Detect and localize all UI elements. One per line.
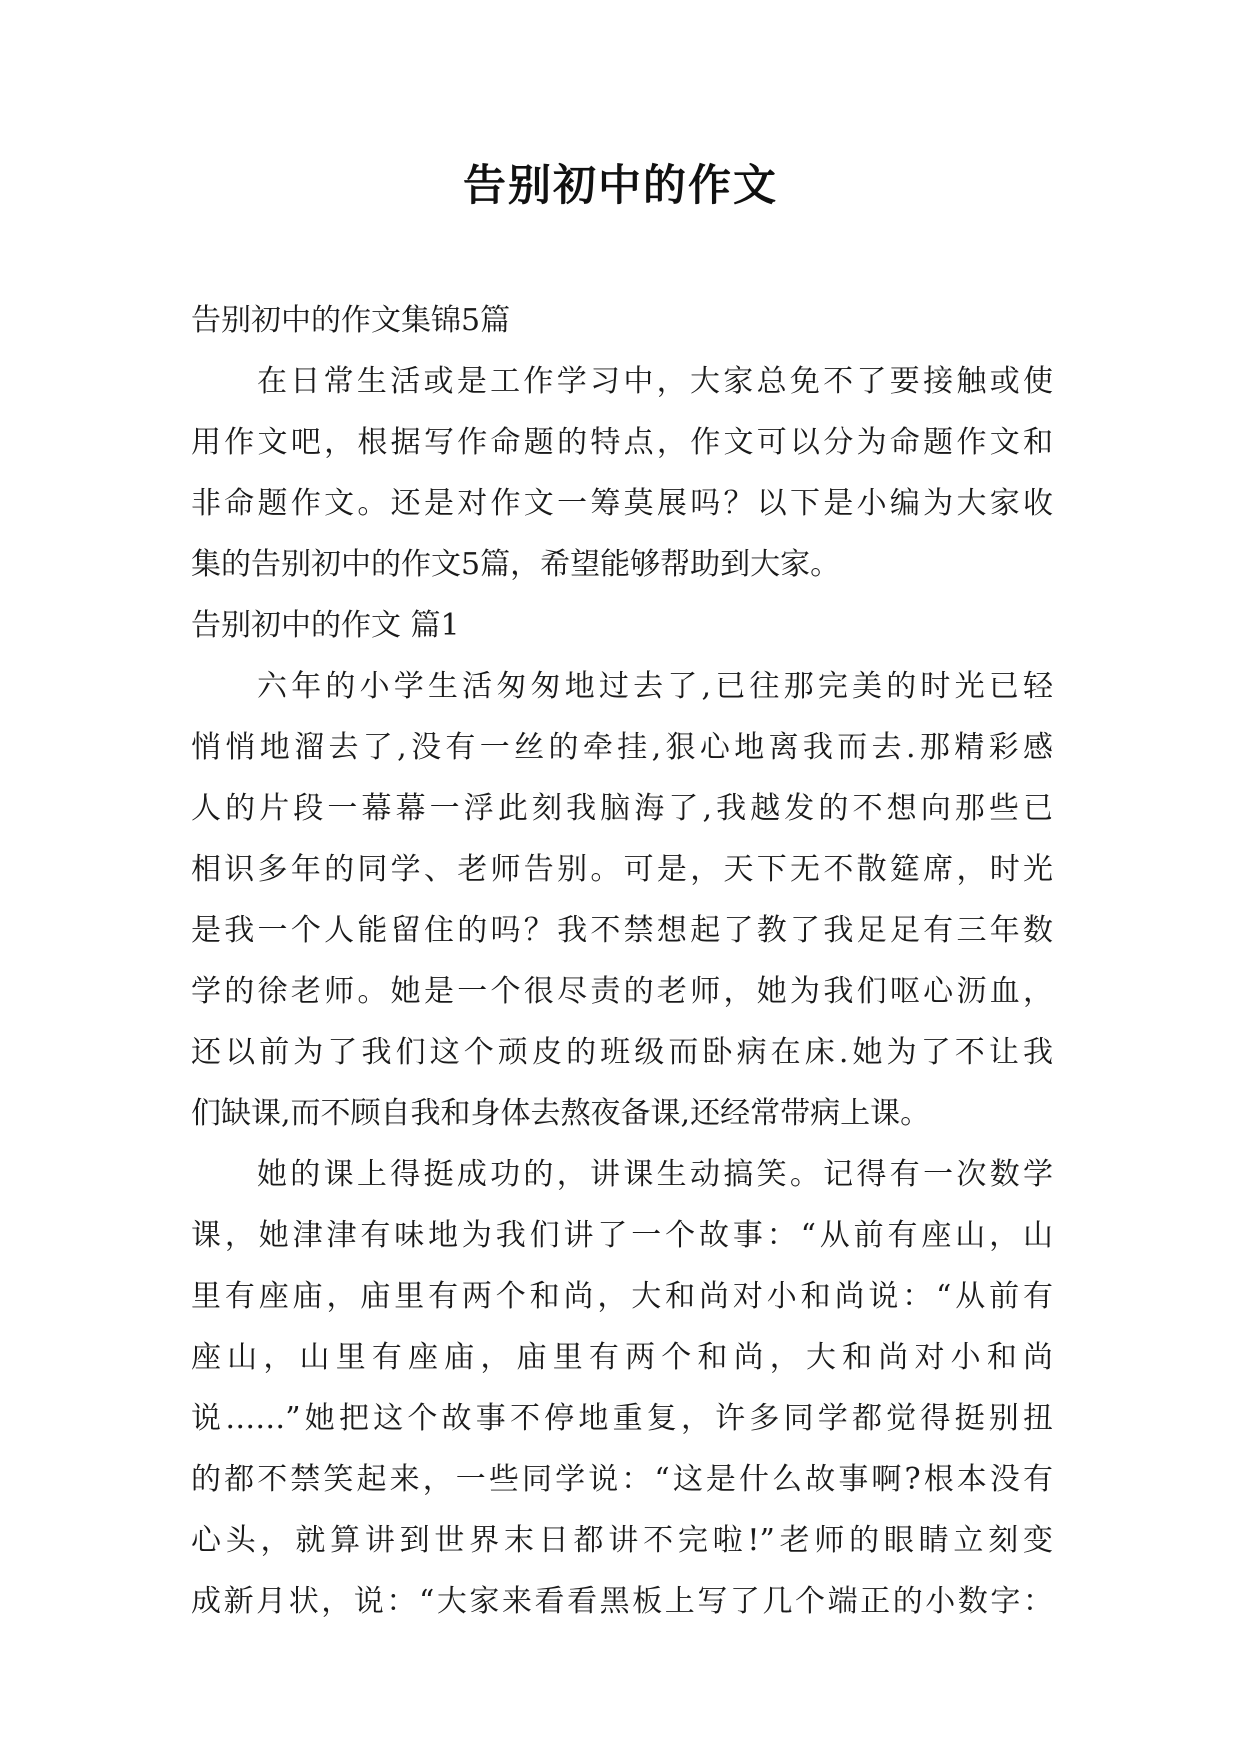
paragraph-line: 相识多年的同学、老师告别。可是，天下无不散筵席，时光	[191, 852, 1053, 887]
document-body	[191, 290, 1053, 1632]
section-heading: 告别初中的作文 篇1	[191, 608, 460, 643]
paragraph-2	[191, 1144, 1053, 1632]
paragraph-line: 们缺课,而不顾自我和身体去熬夜备课,还经常带病上课。	[191, 1096, 931, 1131]
intro-line: 用作文吧，根据写作命题的特点，作文可以分为命题作文和	[191, 425, 1053, 460]
intro-line: 在日常生活或是工作学习中，大家总免不了要接触或使	[257, 364, 1053, 399]
intro-paragraph	[191, 351, 1053, 595]
paragraph-line: 她的课上得挺成功的，讲课生动搞笑。记得有一次数学	[257, 1157, 1053, 1192]
paragraph-line: 人的片段一幕幕一浮此刻我脑海了,我越发的不想向那些已	[191, 791, 1053, 826]
document-subtitle: 告别初中的作文集锦5篇	[191, 303, 511, 338]
paragraph-line: 的都不禁笑起来，一些同学说：“这是什么故事啊?根本没有	[191, 1462, 1053, 1497]
document-title: 告别初中的作文	[463, 161, 778, 211]
intro-line: 集的告别初中的作文5篇，希望能够帮助到大家。	[191, 547, 841, 582]
paragraph-line: 座山，山里有座庙，庙里有两个和尚，大和尚对小和尚	[191, 1340, 1053, 1375]
paragraph-line: 心头，就算讲到世界末日都讲不完啦!”老师的眼睛立刻变	[191, 1523, 1053, 1558]
paragraph-line: 说……”她把这个故事不停地重复，许多同学都觉得挺别扭	[191, 1401, 1053, 1436]
paragraph-line: 六年的小学生活匆匆地过去了,已往那完美的时光已轻	[257, 669, 1053, 704]
paragraph-line: 学的徐老师。她是一个很尽责的老师，她为我们呕心沥血，	[191, 974, 1053, 1009]
paragraph-line: 课，她津津有味地为我们讲了一个故事：“从前有座山，山	[191, 1218, 1053, 1253]
paragraph-line: 悄悄地溜去了,没有一丝的牵挂,狠心地离我而去.那精彩感	[191, 730, 1053, 765]
paragraph-line: 成新月状，说：“大家来看看黑板上写了几个端正的小数字：	[191, 1584, 1053, 1619]
intro-line: 非命题作文。还是对作文一筹莫展吗？以下是小编为大家收	[191, 486, 1053, 521]
paragraph-line: 是我一个人能留住的吗？我不禁想起了教了我足足有三年数	[191, 913, 1053, 948]
paragraph-line: 还以前为了我们这个顽皮的班级而卧病在床.她为了不让我	[191, 1035, 1053, 1070]
paragraph-1	[191, 656, 1053, 1144]
paragraph-line: 里有座庙，庙里有两个和尚，大和尚对小和尚说：“从前有	[191, 1279, 1053, 1314]
